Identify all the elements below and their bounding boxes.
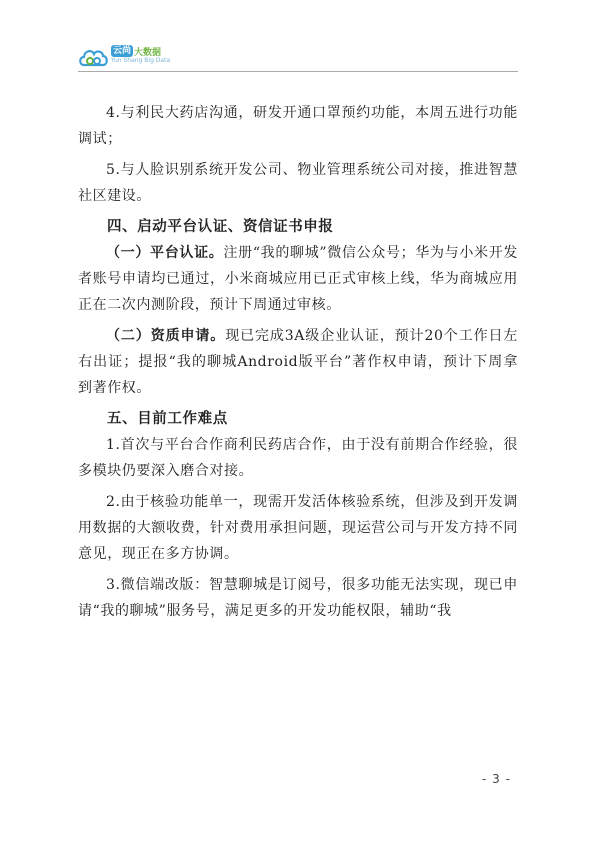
logo-badge-text: 云尚: [113, 46, 132, 56]
paragraph-item-5: 5.与人脸识别系统开发公司、物业管理系统公司对接，推进智慧社区建设。: [78, 162, 518, 204]
cloud-logo-icon: [78, 43, 110, 69]
paragraph-platform-certification-text: 注册“我的聊城”微信公众号；华为与小米开发者账号申请均已通过，小米商城应用已正式审核上线，华为商城应用正在二次内测阶段，预计下周通过审核。: [78, 245, 518, 313]
section-heading-5: 五、目前工作难点: [107, 410, 228, 427]
paragraph-platform-certification: [78, 240, 518, 318]
paragraph-qualification-text: 现已完成3A级企业认证，预计20个工作日左右出证；提报“我的聊城Android版平台”著作权申请，预计下周拿到著作权。: [78, 328, 518, 396]
page-number: - 3 -: [482, 772, 511, 786]
subheading-qualification: （二）资质申请。: [106, 328, 226, 344]
paragraph-difficulty-2: 2.由于核验功能单一，现需开发活体核验系统，但涉及到开发调用数据的大额收费，针对费用承担问题，现运营公司与开发方持不同意见，现正在多方协调。: [78, 494, 518, 562]
logo-en-text: Yun Shang Big Data: [111, 57, 171, 64]
logo-cn-text: 大数据: [134, 47, 162, 58]
paragraph-difficulty-1: 1.首次与平台合作商利民药店合作，由于没有前期合作经验，很多模块仍要深入磨合对接。: [78, 437, 518, 479]
section-heading-4: 四、启动平台认证、资信证书申报: [107, 218, 334, 235]
company-logo: [78, 43, 198, 69]
page-header: [0, 0, 595, 72]
subheading-platform-certification: （一）平台认证。: [106, 245, 224, 261]
header-divider: [78, 71, 518, 72]
paragraph-qualification: [78, 323, 518, 401]
document-body: [78, 100, 518, 624]
paragraph-item-4: 4.与利民大药店沟通，研发开通口罩预约功能，本周五进行功能调试；: [78, 105, 518, 147]
paragraph-difficulty-3: 3.微信端改版：智慧聊城是订阅号，很多功能无法实现，现已申请“我的聊城”服务号，满足更多的开发功能权限，辅助“我: [78, 577, 518, 619]
